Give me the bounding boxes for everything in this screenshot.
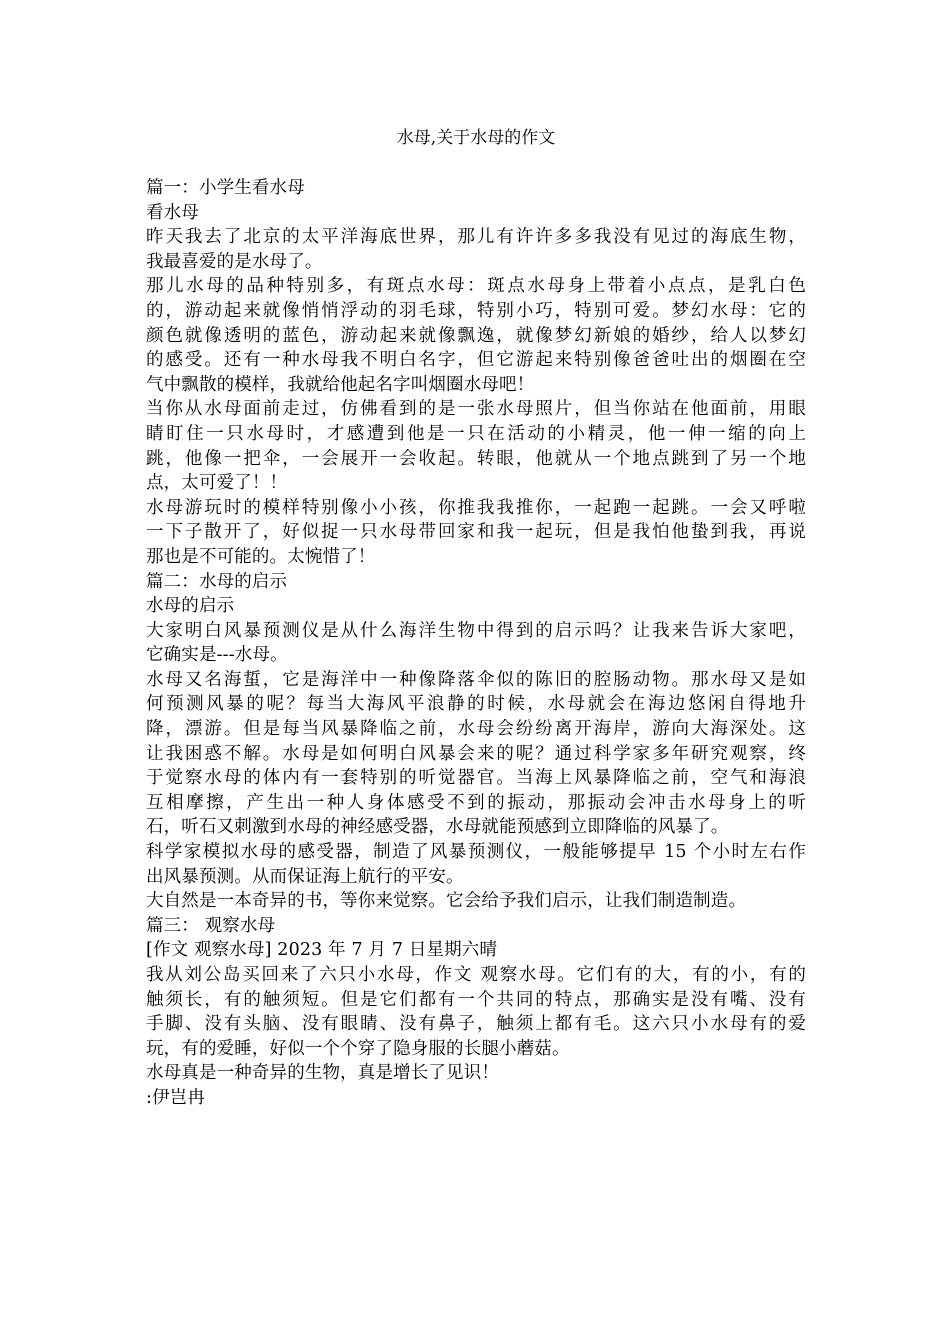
text-line: 何预测风暴的呢？每当大海风平浪静的时候，水母就会在海边悠闲自得地升 <box>146 694 806 715</box>
text-line: 当你从水母面前走过，仿佛看到的是一张水母照片，但当你站在他面前，用眼 <box>146 399 806 420</box>
text-line: :伊岂冉 <box>146 1087 205 1108</box>
page-title: 水母,关于水母的作文 <box>396 128 556 148</box>
text-line: [作文 观察水母] 2023 年 7 月 7 日星期六晴 <box>146 940 498 961</box>
text-line: 那也是不可能的。太惋惜了！ <box>146 546 376 567</box>
text-line: 昨天我去了北京的太平洋海底世界，那儿有许许多多我没有见过的海底生物， <box>146 227 806 248</box>
text-line: 玩，有的爱睡，好似一个个穿了隐身服的长腿小蘑菇。 <box>146 1038 570 1059</box>
text-line: 篇二：水母的启示 <box>146 571 288 592</box>
text-line: 水母真是一种奇异的生物，真是增长了见识！ <box>146 1063 499 1084</box>
text-line: 它确实是---水母。 <box>146 645 288 666</box>
text-line: 降，漂游。但是每当风暴降临之前，水母会纷纷离开海岸，游向大海深处。这 <box>146 719 806 740</box>
text-line: 气中飘散的模样，我就给他起名字叫烟圈水母吧！ <box>146 374 535 395</box>
text-line: 手脚、没有头脑、没有眼睛、没有鼻子，触须上都有毛。这六只小水母有的爱 <box>146 1014 806 1035</box>
text-line: 颜色就像透明的蓝色，游动起来就像飘逸，就像梦幻新娘的婚纱，给人以梦幻 <box>146 325 806 346</box>
text-line: 我从刘公岛买回来了六只小水母，作文 观察水母。它们有的大，有的小，有的 <box>146 965 806 985</box>
text-line: 互相摩擦，产生出一种人身体感受不到的振动，那振动会冲击水母身上的听 <box>146 792 806 813</box>
text-line: 触须长，有的触须短。但是它们都有一个共同的特点，那确实是没有嘴、没有 <box>146 989 806 1010</box>
text-line: 篇一：小学生看水母 <box>146 178 305 198</box>
text-line: 我最喜爱的是水母了。 <box>146 251 323 272</box>
text-line: 让我困惑不解。水母是如何明白风暴会来的呢？通过科学家多年研究观察，终 <box>146 743 806 764</box>
text-line: 看水母 <box>146 202 199 223</box>
text-line: 水母又名海蜇，它是海洋中一种像降落伞似的陈旧的腔肠动物。那水母又是如 <box>146 669 806 690</box>
text-line: 石，听石又刺激到水母的神经感受器，水母就能预感到立即降临的风暴了。 <box>146 817 729 838</box>
text-line: 篇三： 观察水母 <box>146 915 276 936</box>
text-line: 点，太可爱了！！ <box>146 473 288 494</box>
text-line: 大自然是一本奇异的书，等你来觉察。它会给予我们启示，让我们制造制造。 <box>146 891 747 912</box>
text-line: 的感受。还有一种水母我不明白名字，但它游起来特别像爸爸吐出的烟圈在空 <box>146 350 806 371</box>
document-body <box>146 176 806 1111</box>
text-line: 科学家模拟水母的感受器，制造了风暴预测仪，一般能够提早 15 个小时左右作 <box>146 842 806 863</box>
text-line: 的，游动起来就像悄悄浮动的羽毛球，特别小巧，特别可爱。梦幻水母：它的 <box>146 300 806 321</box>
text-line: 那儿水母的品种特别多，有斑点水母：斑点水母身上带着小点点，是乳白色 <box>146 276 806 297</box>
text-line: 睛盯住一只水母时，才感遭到他是一只在活动的小精灵，他一伸一缩的向上 <box>146 423 806 444</box>
text-line: 出风暴预测。从而保证海上航行的平安。 <box>146 866 464 887</box>
text-line: 水母的启示 <box>146 596 235 617</box>
text-line: 水母游玩时的模样特别像小小孩，你推我我推你，一起跑一起跳。一会又呼啦 <box>146 497 806 518</box>
text-line: 一下子散开了，好似捉一只水母带回家和我一起玩，但是我怕他蛰到我，再说 <box>146 522 806 543</box>
text-line: 跳，他像一把伞，一会展开一会收起。转眼，他就从一个地点跳到了另一个地 <box>146 448 806 469</box>
text-line: 大家明白风暴预测仪是从什么海洋生物中得到的启示吗？让我来告诉大家吧， <box>146 620 806 641</box>
text-line: 于觉察水母的体内有一套特别的听觉器官。当海上风暴降临之前，空气和海浪 <box>146 768 806 789</box>
